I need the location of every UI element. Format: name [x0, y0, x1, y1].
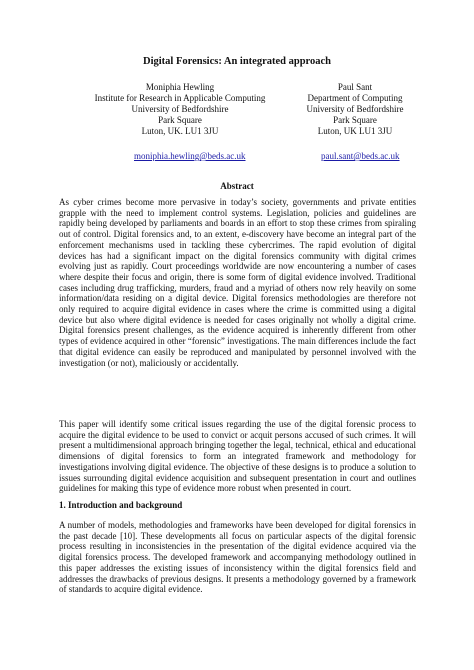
author-email-link-2[interactable]: paul.sant@beds.ac.uk [321, 151, 400, 161]
author-city: Luton, UK LU1 3JU [317, 126, 393, 136]
author-university: University of Bedfordshire [131, 104, 229, 114]
author-affiliation: Institute for Research in Applicable Computing [94, 93, 266, 103]
author-name: Paul Sant [337, 82, 373, 92]
author-university: University of Bedfordshire [306, 104, 404, 114]
section-heading-introduction: 1. Introduction and background [59, 500, 183, 510]
author-name: Moniphia Hewling [145, 82, 215, 92]
author-email-link-1[interactable]: moniphia.hewling@beds.ac.uk [134, 151, 246, 161]
author-block-2 [286, 82, 424, 137]
author-affiliation: Department of Computing [307, 93, 403, 103]
introduction-paragraph-1: A number of models, methodologies and frameworks have been developed for digital forensics in the past decade [10]. These developments all focus on particular aspects of the digital forensic process resulting in inconsistencies in the presentation of the digital evidence acquired via the digital forensics process. The developed framework and accompanying methodology outlined in this paper addresses the existing issues of inconsistency within the digital forensics field and addresses the drawbacks of previous designs. It presents a methodology governed by a framework of standards to acquire digital evidence. [59, 520, 416, 595]
paper-title: Digital Forensics: An integrated approach [142, 56, 332, 67]
author-street: Park Square [158, 115, 202, 125]
author-block-1 [80, 82, 280, 137]
author-street: Park Square [333, 115, 377, 125]
abstract-heading: Abstract [220, 181, 254, 191]
author-city: Luton, UK. LU1 3JU [141, 126, 219, 136]
abstract-paragraph-1: As cyber crimes become more pervasive in today’s society, governments and private entities grapple with the need to implement control systems. Legislation, policies and guidelines are rapidly being developed by parliaments and boards in an effort to stop these crimes from spiraling out of control. Digital forensics and, to an extent, e-discovery have become an integral part of the enforcement mechanisms used in tackling these cybercrimes. The rapid evolution of digital devices has had a significant impact on the digital forensics community with digital crimes evolving just as rapidly. Court proceedings worldwide are now encountering a number of cases where despite their focus and origin, there is some form of digital evidence involved. Traditional cases including drug trafficking, murders, fraud and a myriad of others now rely heavily on some information/data residing on a digital device. Digital forensics methodologies are therefore not only required to acquire digital evidence in cases where the crime is committed using a digital device but also where digital evidence is needed for cases originally not wholly a digital crime. Digital forensics present challenges, as the evidence acquired is inherently different from other types of evidence acquired in other “forensic” investigations. The main differences include the fact that digital evidence can easily be reproduced and manipulated by personnel involved with the investigation (or not), maliciously or accidentally. [59, 197, 416, 368]
abstract-paragraph-2: This paper will identify some critical issues regarding the use of the digital forensic process to acquire the digital evidence to be used to convict or acquit persons accused of such crimes. It will present a multidimensional approach bringing together the legal, technical, ethical and educational dimensions of digital forensics to form an integrated framework and methodology for investigations involving digital evidence. The objective of these designs is to produce a solution to issues surrounding digital evidence acquisition and subsequent presentation in court and outlines guidelines for making this type of evidence more robust when presented in court. [59, 419, 416, 494]
